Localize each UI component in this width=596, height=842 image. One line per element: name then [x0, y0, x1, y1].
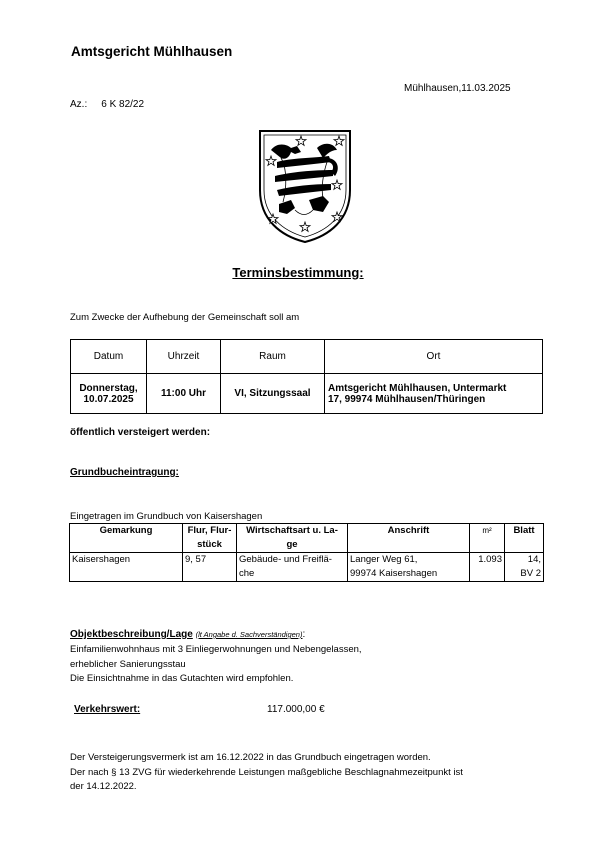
court-name: Amtsgericht Mühlhausen — [71, 44, 233, 59]
grundbuch-header-row — [70, 524, 544, 553]
termin-header-row — [71, 340, 543, 374]
objekt-heading-label: Objektbeschreibung/Lage — [70, 629, 193, 640]
grundbuch-heading: Grundbucheintragung: — [70, 467, 179, 478]
datum-weekday: Donnerstag, — [79, 382, 138, 394]
intro-text: Zum Zwecke der Aufhebung der Gemeinschaft soll am — [70, 312, 300, 323]
ort-line-1: Amtsgericht Mühlhausen, Untermarkt — [328, 382, 507, 394]
cell-datum — [71, 374, 147, 414]
header-flur-2: stück — [197, 539, 222, 550]
anschrift-line-2: 99974 Kaisershagen — [350, 568, 438, 579]
header-m2: m² — [470, 524, 505, 553]
header-wirtschaft-1: Wirtschaftsart u. La- — [246, 525, 338, 536]
az-label: Az.: — [70, 99, 88, 110]
objekt-description — [70, 643, 362, 687]
cell-ort — [325, 374, 543, 414]
header-flur — [183, 524, 237, 553]
header-ort: Ort — [325, 340, 543, 374]
verkehrswert-label: Verkehrswert: — [74, 704, 141, 715]
footer-line-1: Der Versteigerungsvermerk ist am 16.12.2022 in das Grundbuch eingetragen worden. — [70, 752, 431, 763]
header-raum: Raum — [221, 340, 325, 374]
datum-date: 10.07.2025 — [83, 393, 134, 405]
termin-row — [71, 374, 543, 414]
eingetragen-text: Eingetragen im Grundbuch von Kaisershagen — [70, 511, 263, 522]
objekt-heading — [70, 629, 305, 640]
footer-line-3: der 14.12.2022. — [70, 781, 137, 792]
cell-wirtschaftsart — [237, 553, 348, 582]
objekt-line-1: Einfamilienwohnhaus mit 3 Einliegerwohnungen und Nebengelassen, — [70, 644, 362, 655]
header-flur-1: Flur, Flur- — [187, 525, 232, 536]
place-date: Mühlhausen,11.03.2025 — [404, 83, 511, 94]
objekt-line-2: erheblicher Sanierungsstau — [70, 658, 186, 670]
blatt-line-2: BV 2 — [520, 568, 541, 579]
objekt-line-3: Die Einsichtnahme in das Gutachten wird empfohlen. — [70, 673, 294, 684]
grundbuch-row — [70, 553, 544, 582]
anschrift-line-1: Langer Weg 61, — [350, 554, 418, 565]
header-wirtschaft-2: ge — [286, 539, 298, 550]
cell-uhrzeit: 11:00 Uhr — [147, 374, 221, 414]
blatt-line-1: 14, — [527, 554, 541, 565]
wirtschaft-line-2: che — [239, 568, 255, 579]
objekt-colon: : — [302, 629, 306, 640]
versteigert-text: öffentlich versteigert werden: — [70, 427, 211, 438]
termin-table — [70, 339, 543, 414]
file-reference — [70, 99, 144, 110]
header-anschrift: Anschrift — [348, 524, 470, 553]
cell-gemarkung: Kaisershagen — [70, 553, 183, 582]
ort-line-2: 17, 99974 Mühlhausen/Thüringen — [328, 393, 486, 405]
cell-raum: VI, Sitzungssaal — [221, 374, 325, 414]
cell-m2: 1.093 — [470, 553, 505, 582]
grundbuch-table — [69, 523, 544, 582]
objekt-subnote: (lt Angabe d. Sachverständigen) — [195, 630, 303, 639]
cell-flur: 9, 57 — [183, 553, 237, 582]
footer-text — [70, 751, 463, 795]
header-gemarkung: Gemarkung — [70, 524, 183, 553]
header-blatt: Blatt — [505, 524, 544, 553]
page-title: Terminsbestimmung: — [232, 265, 364, 280]
verkehrswert-value: 117.000,00 € — [267, 704, 325, 715]
az-value: 6 K 82/22 — [101, 99, 145, 110]
wirtschaft-line-1: Gebäude- und Freiflä- — [239, 554, 332, 565]
coat-of-arms-icon — [257, 128, 353, 244]
cell-blatt — [505, 553, 544, 582]
header-datum: Datum — [71, 340, 147, 374]
cell-anschrift — [348, 553, 470, 582]
footer-line-2: Der nach § 13 ZVG für wiederkehrende Leistungen maßgebliche Beschlagnahmezeitpunkt ist — [70, 766, 463, 778]
header-uhrzeit: Uhrzeit — [147, 340, 221, 374]
header-wirtschaftsart — [237, 524, 348, 553]
